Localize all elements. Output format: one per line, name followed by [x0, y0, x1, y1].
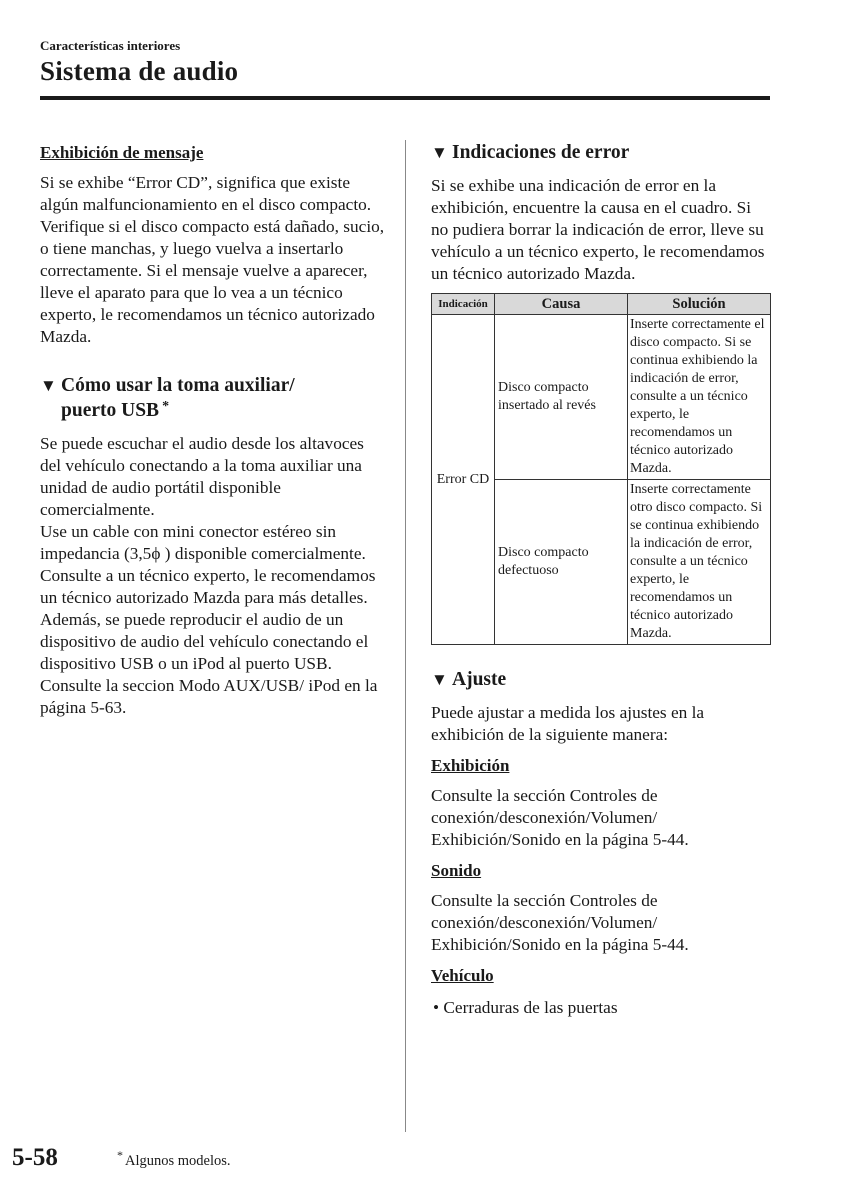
left-column [40, 140, 385, 719]
aux-usb-paragraph-4: Consulte la seccion Modo AUX/USB/ iPod en la página 5-63. [40, 676, 378, 717]
message-display-body: Si se exhibe “Error CD”, significa que existe algún malfuncionamiento en el disco compacto. Verifique si el disco compacto está dañado, sucio, o tiene manchas, y luego vuelva a insertarlo correctamente. Si el mensaje vuelve a aparecer, lleve el aparato para que lo vea a un técnico experto, le recomendamos un técnico autorizado Mazda. [40, 173, 385, 346]
sound-body: Consulte la sección Controles de conexión/desconexión/Volumen/ Exhibición/Sonido en la página 5-44. [431, 891, 689, 954]
table-header-solution: Solución [628, 294, 771, 315]
page-number: 5-58 [12, 1144, 58, 1171]
triangle-icon: ▼ [431, 143, 448, 162]
aux-usb-heading-line2: puerto USB [61, 400, 160, 421]
page-title: Sistema de audio [40, 56, 239, 86]
error-indications-body: Si se exhibe una indicación de error en la exhibición, encuentre la causa en el cuadro. Si no pudiera borrar la indicación de error, lleve su vehículo a un técnico experto, le recomendamos un técnico autorizado Mazda. [431, 176, 765, 283]
display-heading: Exhibición [431, 756, 510, 775]
vehicle-heading: Vehículo [431, 966, 494, 985]
footnote [117, 1148, 231, 1170]
table-row [432, 315, 771, 480]
error-table [431, 293, 771, 645]
error-indications-heading [431, 140, 771, 165]
adjust-body: Puede ajustar a medida los ajustes en la exhibición de la siguiente manera: [431, 703, 705, 744]
triangle-icon: ▼ [40, 376, 57, 395]
aux-usb-paragraph-2: Use un cable con mini conector estéreo sin impedancia (3,5ϕ ) disponible comercialmente. Consulte a un técnico experto, le recomendamos un técnico autorizado Mazda para más detalles. [40, 522, 376, 607]
aux-usb-heading-line1: Cómo usar la toma auxiliar/ [61, 375, 295, 396]
solution-cell: Inserte correctamente el disco compacto. Si se continua exhibiendo la indicación de error, consulte a un técnico experto, le recomendamos un técnico autorizado Mazda. [628, 315, 771, 480]
footnote-text: Algunos modelos. [125, 1153, 231, 1169]
title-divider [40, 96, 770, 100]
column-divider [405, 140, 406, 1132]
bullet-icon: • [433, 998, 440, 1017]
table-header-indication: Indicación [432, 294, 495, 315]
table-header-row [432, 294, 771, 315]
cause-cell: Disco compacto defectuoso [495, 480, 628, 645]
list-item [431, 997, 771, 1019]
breadcrumb: Características interiores [40, 38, 181, 53]
aux-usb-heading [40, 373, 385, 423]
asterisk-icon: * [117, 1148, 123, 1162]
message-display-heading: Exhibición de mensaje [40, 143, 204, 162]
triangle-icon: ▼ [431, 670, 448, 689]
error-indications-heading-text: Indicaciones de error [452, 142, 630, 163]
indication-cell: Error CD [432, 315, 495, 645]
vehicle-item-label: Cerraduras de las puertas [443, 998, 618, 1017]
cause-cell: Disco compacto insertado al revés [495, 315, 628, 480]
aux-usb-paragraph-1: Se puede escuchar el audio desde los altavoces del vehículo conectando a la toma auxiliar una unidad de audio portátil disponible comercialmente. [40, 434, 364, 519]
solution-cell: Inserte correctamente otro disco compacto. Si se continua exhibiendo la indicación de error, consulte a un técnico experto, le recomendamos un técnico autorizado Mazda. [628, 480, 771, 645]
right-column [431, 140, 771, 1019]
display-body: Consulte la sección Controles de conexión/desconexión/Volumen/ Exhibición/Sonido en la página 5-44. [431, 786, 689, 849]
aux-usb-paragraph-3: Además, se puede reproducir el audio de un dispositivo de audio del vehículo conectando el dispositivo USB o un iPod al puerto USB. [40, 610, 369, 673]
table-header-cause: Causa [495, 294, 628, 315]
adjust-heading-text: Ajuste [452, 669, 507, 690]
asterisk-icon: * [162, 399, 170, 414]
sound-heading: Sonido [431, 861, 482, 880]
adjust-heading [431, 667, 771, 692]
